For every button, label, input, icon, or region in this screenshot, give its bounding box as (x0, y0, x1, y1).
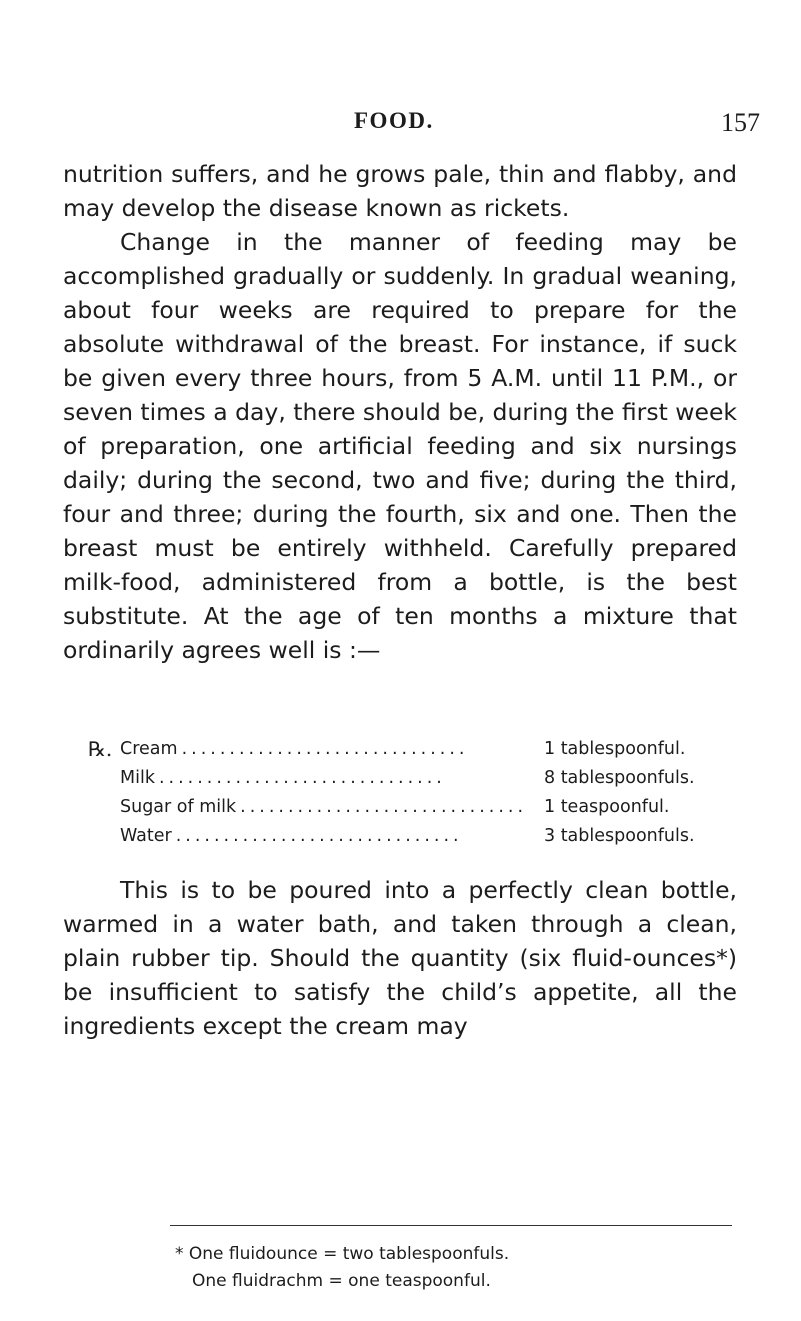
footnote-line: * One fluidounce = two tablespoonfuls. (175, 1244, 510, 1264)
recipe-item (120, 793, 720, 822)
leader-dots: .............................. (181, 739, 469, 759)
footnote (175, 1241, 735, 1295)
leader-dots: .............................. (175, 826, 463, 846)
footnote-line: One fluidrachm = one teaspoonful. (192, 1271, 491, 1291)
recipe-quantity: 3 tablespoonfuls. (544, 826, 695, 846)
recipe-quantity: 1 tablespoonful. (544, 739, 686, 759)
leader-dots: .............................. (240, 797, 528, 817)
recipe-ingredient: Cream (120, 739, 178, 759)
recipe-list (88, 735, 720, 851)
paragraph-weaning: Change in the manner of feeding may be accomplished gradually or suddenly. In gradual weaning, about four weeks are required to prepare for the absolute withdrawal of the breast. For instance, if suck be given every three hours, from 5 A.M. until 11 P.M., or seven times a day, there should be, during the first week of preparation, one artificial feeding and six nursings daily; during the second, two and five; during the third, four and three; during the fourth, six and one. Then the breast must be entirely withheld. Carefully prepared milk-food, administered from a bottle, is the best substitute. At the age of ten months a mixture that ordinarily agrees well is :— (63, 228, 738, 664)
leader-dots: .............................. (158, 768, 446, 788)
recipe-ingredient: Milk (120, 768, 155, 788)
recipe-quantity: 8 tablespoonfuls. (544, 768, 695, 788)
running-head (0, 108, 801, 138)
running-title: FOOD. (354, 108, 434, 133)
recipe-ingredient: Water (120, 826, 172, 846)
paragraph-instructions: This is to be poured into a perfectly clean bottle, warmed in a water bath, and taken through a clean, plain rubber tip. Should the quantity (six fluid-ounces*) be insufficient to satisfy the child’s appetite, all the ingredients except the cream may (63, 876, 737, 1040)
prescription-symbol: ℞. (88, 737, 113, 761)
footnote-rule (170, 1225, 732, 1226)
recipe-item (120, 735, 720, 764)
recipe-quantity: 1 teaspoonful. (544, 797, 670, 817)
page-number: 157 (721, 108, 760, 137)
body-text-top (63, 157, 737, 667)
recipe-ingredient: Sugar of milk (120, 797, 237, 817)
body-text-bottom (63, 873, 737, 1043)
recipe-item (120, 822, 720, 851)
recipe-item (120, 764, 720, 793)
paragraph-continuation: nutrition suffers, and he grows pale, thin and flabby, and may develop the disease known as rickets. (63, 160, 737, 222)
